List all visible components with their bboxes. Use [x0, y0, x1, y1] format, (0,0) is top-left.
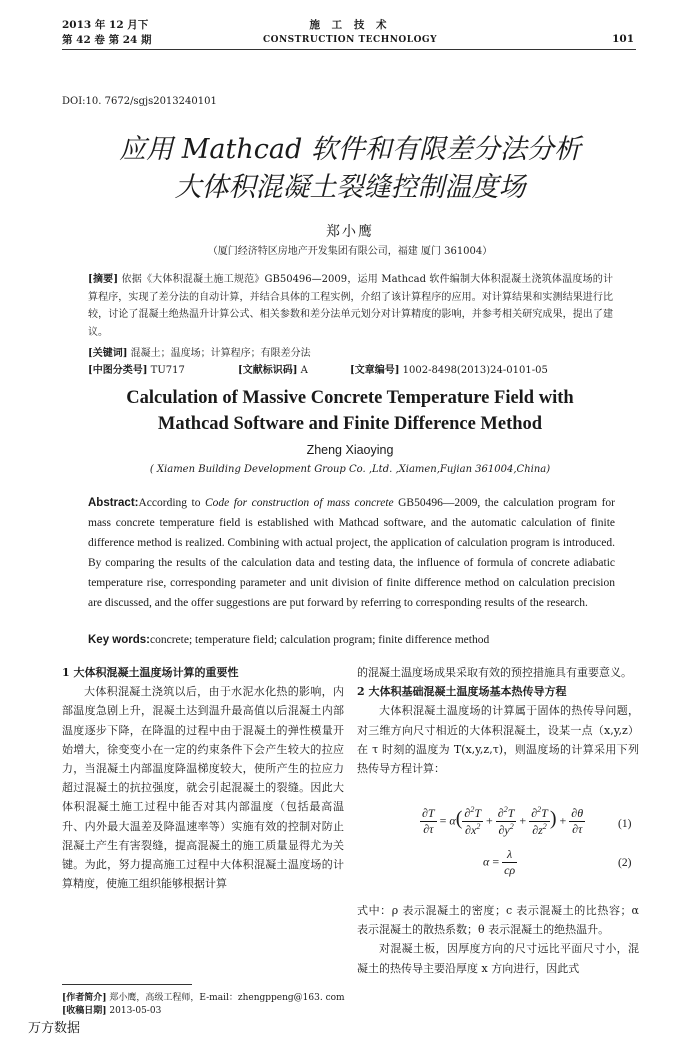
equation-symbol-definitions: 式中：ρ 表示混凝土的密度；c 表示混凝土的比热容；α 表示混凝土的散热系数；θ 表示混凝土的绝热温升。	[357, 904, 639, 937]
doi: DOI:10. 7672/sgjs2013240101	[62, 96, 217, 107]
abstract-en-text-after: GB50496—2009, the calculation program for mass concrete temperature field is established with Mathcad software, and the automatic calculation of finite difference method is realized. Combining with actual project, the application of calculation program is introduced. By comparing the results of the calculation data and testing data, the influence of formula of concrete adiabatic temperature rise, corresponding parameter and unit division of finite difference method on calculation precision are discussed, and the offer suggestions are put forward by referring to corresponding results of the research.	[88, 497, 616, 609]
header-rule	[62, 49, 636, 50]
title-cn-line-1: 应用 Mathcad 软件和有限差分法分析	[119, 134, 581, 165]
abstract-cn-text: 依据《大体积混凝土施工规范》GB50496—2009，运用 Mathcad 软件编制大体积混凝土浇筑体温度场的计算程序，实现了差分法的自动计算，并结合具体的工程实例，介绍了该计算程序的应用。对计算结果和实测结果进行比较，讨论了混凝土绝热温升计算公式、相关参数和差分法单元划分对计算精度的影响，并参考相关研究成果，提出了建议。	[88, 274, 613, 338]
watermark: 万方数据	[28, 1021, 81, 1036]
doc-code-value: A	[300, 365, 308, 376]
abstract-en-text-before: According to	[138, 497, 205, 509]
author-en: Zheng Xiaoying	[306, 443, 394, 457]
journal-name-en: CONSTRUCTION TECHNOLOGY	[262, 35, 438, 45]
abstract-en-label: Abstract:	[88, 497, 139, 509]
abstract-en-cited-code: Code for construction of mass concrete	[204, 497, 394, 509]
clc-label: [中图分类号]	[88, 365, 148, 376]
equation-1-number: (1)	[618, 818, 632, 830]
article-number-value: 1002-8498(2013)24-0101-05	[402, 365, 548, 376]
footnote-author-text: 郑小鹰，高级工程师，E-mail：zhengppeng@163. com	[109, 993, 345, 1003]
section-2-body: 大体积混凝土温度场的计算属于固体的热传导问题，对三维方向尺寸相近的大体积混凝土，设某一点（x,y,z）在 τ 时刻的温度为 T(x,y,z,τ)，则温度场的计算采用下列热传导方程计算：	[357, 704, 639, 776]
keywords-cn	[88, 345, 613, 362]
volume-issue: 第 42 卷 第 24 期	[62, 34, 152, 46]
affiliation-cn: （厦门经济特区房地产开发集团有限公司，福建 厦门 361004）	[207, 246, 493, 257]
running-header-center	[0, 18, 700, 48]
title-en-line-1: Calculation of Massive Concrete Temperature Field with	[126, 388, 574, 408]
equation-2: α = $\frac{\lambda}{c\rho}$	[483, 847, 516, 877]
keywords-en-label: Key words:	[88, 634, 150, 646]
keywords-en	[88, 630, 615, 650]
keywords-cn-label: [关键词]	[88, 348, 128, 359]
section-1-heading: 1 大体积混凝土温度场计算的重要性	[62, 666, 239, 679]
article-number-label: [文章编号]	[350, 365, 400, 376]
author-cn: 郑小鹰	[326, 224, 374, 240]
equation-2-number: (2)	[618, 857, 632, 869]
body-right-column-lower	[357, 901, 639, 978]
section-1-body: 大体积混凝土浇筑以后，由于水泥水化热的影响，内部温度急剧上升，混凝土达到温升最高值以后混凝土内部温度逐步下降，在降温的过程中由于混凝土的弹性模量开始增大，徐变变小在一定的约束条件下会产生较大的拉应力，当混凝土内部温度降温梯度较大，使所产生的拉应力超过混凝土的抗拉强度，就会引起混凝土的裂缝。因此大体积混凝土施工过程中能否对其内部温度（包括最高温升、内外最大温差及降温速率等）实施有效的控制对防止混凝土产生有害裂缝，提高混凝土的施工质量显得尤为关键。为此，努力提高施工过程中大体积混凝土温度场的计算精度，使施工组织能够根据计算	[62, 685, 344, 891]
journal-name-cn: 施 工 技 术	[309, 19, 391, 31]
section-2-last-paragraph: 对混凝土板，因厚度方向的尺寸远比平面尺寸小，混凝土的热传导主要沿厚度 x 方向进行，因此式	[357, 942, 639, 975]
keywords-cn-text: 混凝土；温度场；计算程序；有限差分法	[130, 348, 311, 359]
footnote-author-label: [作者简介]	[62, 993, 107, 1003]
affiliation-en: ( Xiamen Building Development Group Co. ,Ltd. ,Xiamen,Fujian 361004,China)	[149, 464, 551, 475]
section-1-continued: 的混凝土温度场成果采取有效的预控措施具有重要意义。	[357, 666, 632, 679]
abstract-en	[88, 493, 615, 613]
footnote-received-label: [收稿日期]	[62, 1006, 107, 1016]
page-number: 101	[612, 33, 634, 45]
title-en-line-2: Mathcad Software and Finite Difference Method	[157, 414, 543, 434]
title-cn-line-2: 大体积混凝土裂缝控制温度场	[174, 172, 526, 203]
footnote-rule	[62, 984, 192, 985]
clc-value: TU717	[150, 365, 185, 376]
doc-code	[238, 362, 308, 379]
footnote-received	[62, 1004, 352, 1018]
abstract-cn	[88, 271, 613, 341]
body-left-column	[62, 663, 344, 893]
footnote-author	[62, 991, 352, 1005]
clc-code	[88, 362, 185, 379]
keywords-en-text: concrete; temperature field; calculation program; finite difference method	[150, 634, 490, 646]
issue-date: 2013 年 12 月下	[62, 19, 149, 31]
section-2-heading: 2 大体积基础混凝土温度场基本热传导方程	[357, 685, 567, 699]
body-right-column	[357, 663, 639, 778]
abstract-cn-label: [摘要]	[88, 274, 119, 285]
article-number	[350, 362, 548, 379]
doc-code-label: [文献标识码]	[238, 365, 298, 376]
footnote-received-text: 2013-05-03	[109, 1006, 162, 1016]
equation-1: $\frac{\partial T}{\partial\tau}$ = α( $\frac{\partial^2T}{\partial x^2}$ + $\frac{\partial^2T}{\partial y^2}$ + $\frac{\partial^2T}{\partial z^2}$ ) + $\frac{\partial\theta}{\partial\tau}$	[422, 805, 584, 837]
